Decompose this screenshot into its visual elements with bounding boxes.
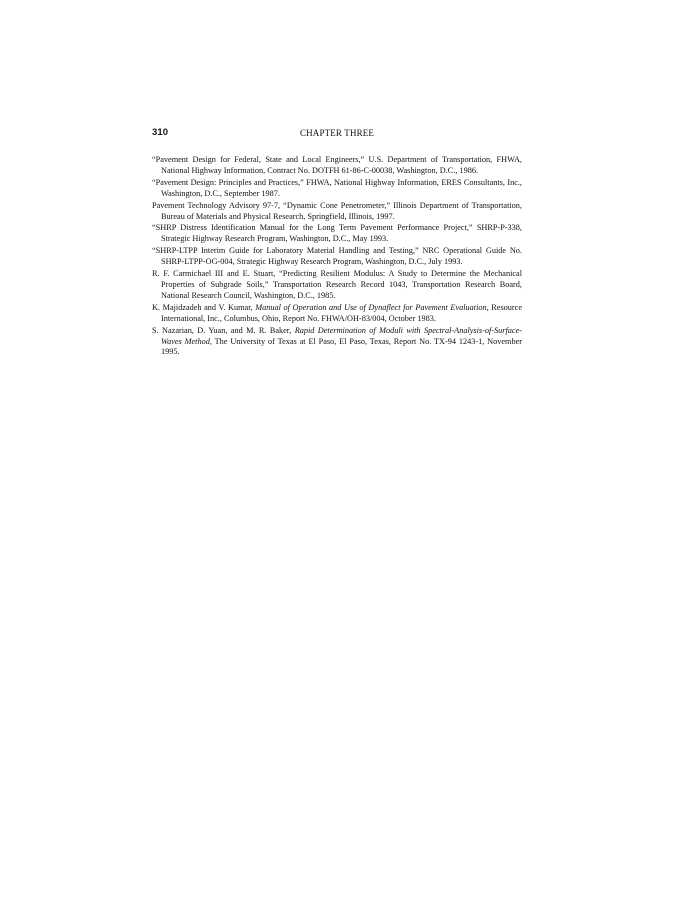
reference-text: “Pavement Design: Principles and Practices,” FHWA, National Highway Information, ERES Consultants, Inc., Washington, D.C., September 1987. bbox=[152, 177, 522, 198]
reference-text: “Pavement Design for Federal, State and Local Engineers,” U.S. Department of Transportation, FHWA, National Highway Information, Contract No. DOTFH 61-86-C-00038, Washington, D.C., 1986. bbox=[152, 155, 522, 175]
chapter-title: CHAPTER THREE bbox=[300, 128, 375, 138]
reference-item bbox=[152, 201, 522, 223]
reference-item bbox=[152, 326, 522, 359]
reference-text: “SHRP-LTPP Interim Guide for Laboratory Material Handling and Testing,” NRC Operational Guide No. SHRP-LTPP-OG-004, Strategic Highway Research Program, Washington, D.C., July 1993. bbox=[152, 246, 522, 267]
reference-title-italic: Manual of Operation and Use of Dynaflect for Pavement Evaluation bbox=[255, 302, 487, 312]
reference-text: R. F. Carmichael III and E. Stuart, “Predicting Resilient Modulus: A Study to Determine the Mechanical Properties of Subgrade Soils,” Transportation Research Record 1043, Transportation Research Board, National Research Council, Washington, D.C., 1985. bbox=[152, 269, 522, 300]
reference-details: The University of Texas at El Paso, El Paso, Texas, Report No. TX-94 1243-1, November 1995. bbox=[161, 336, 522, 357]
reference-item bbox=[152, 269, 522, 302]
reference-title-italic: Rapid Determination of Moduli with Spectral-Analysis-of-Surface-Waves Method, bbox=[161, 325, 523, 346]
reference-item bbox=[152, 178, 522, 200]
page-header bbox=[152, 127, 522, 141]
reference-details: , Resource International, Inc., Columbus, Ohio, Report No. FHWA/OH-83/004, October 1983. bbox=[161, 302, 522, 323]
page-number: 310 bbox=[152, 127, 169, 138]
reference-item bbox=[152, 155, 522, 177]
reference-text: Pavement Technology Advisory 97-7, “Dynamic Cone Penetrometer,” Illinois Department of Transportation, Bureau of Materials and Physical Research, Springfield, Illinois, 1997. bbox=[152, 200, 522, 221]
reference-authors: K. Majidzadeh and V. Kumar, bbox=[152, 302, 256, 312]
reference-authors: S. Nazarian, D. Yuan, and M. R. Baker, bbox=[152, 325, 295, 335]
reference-text: “SHRP Distress Identification Manual for the Long Term Pavement Performance Project,” SHRP-P-338, Strategic Highway Research Program, Washington, D.C., May 1993. bbox=[152, 223, 522, 244]
reference-item bbox=[152, 223, 522, 245]
reference-item bbox=[152, 303, 522, 325]
reference-list bbox=[152, 155, 522, 359]
reference-item bbox=[152, 246, 522, 268]
